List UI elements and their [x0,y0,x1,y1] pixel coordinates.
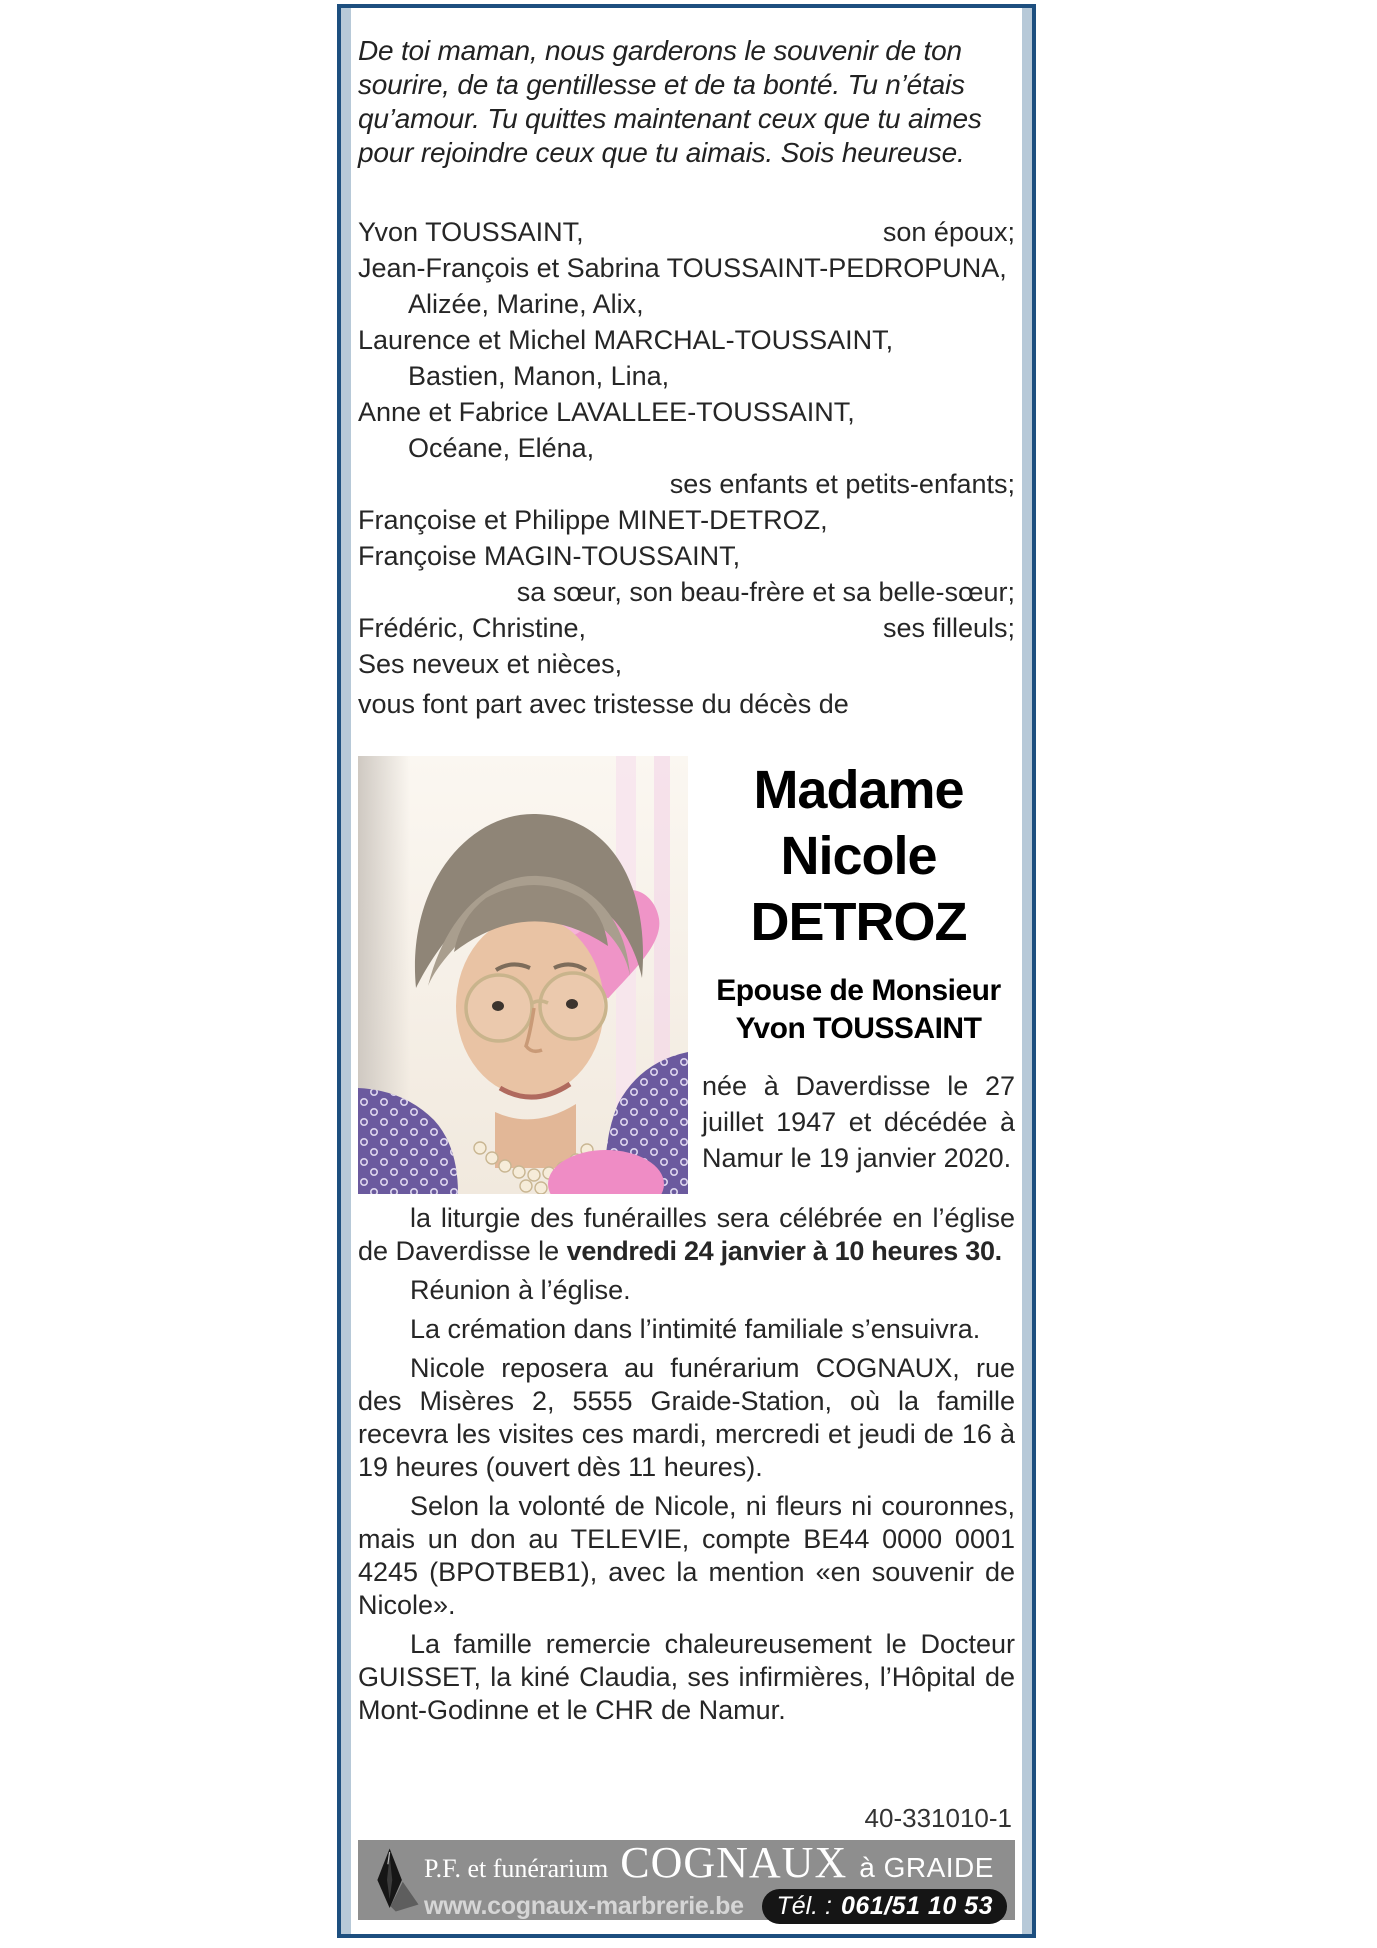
family-line: Jean-François et Sabrina TOUSSAINT-PEDROPUNA, [358,253,1007,283]
banner-brand: COGNAUX [620,1837,848,1887]
frame-inner-stripe-left [341,8,351,1934]
funeral-home-logo-icon [366,1844,422,1916]
banner-contact-row [424,1889,1007,1924]
family-line: Anne et Fabrice LAVALLEE-TOUSSAINT, [358,397,855,427]
deceased-photo-illustration [358,756,688,1194]
family-line: Ses neveux et nièces, [358,649,623,679]
repose-paragraph: Nicole reposera au funérarium COGNAUX, rue des Misères 2, 5555 Graide-Station, où la famille recevra les visites ces mardi, mercredi et jeudi de 16 à 19 heures (ouvert dès 11 heures). [358,1353,1015,1482]
relation-siblings: sa sœur, son beau-frère et sa belle-sœur; [516,577,1015,607]
relation-children: ses enfants et petits-enfants; [669,469,1015,499]
family-line: Françoise MAGIN-TOUSSAINT, [358,541,741,571]
banner-title-row [424,1837,1007,1888]
family-row-godchildren [358,610,1015,646]
deceased-title: Madame [753,760,964,820]
name-column [702,756,1015,1194]
obituary-notice-frame [337,4,1036,1938]
notice-reference-number: 40-331010-1 [864,1803,1012,1833]
spouse-of-line1: Epouse de Monsieur [716,974,1001,1007]
family-row-spouse [358,214,1015,250]
family-line: Françoise et Philippe MINET-DETROZ, [358,505,828,535]
announcement-line: vous font part avec tristesse du décès de [358,689,849,719]
spouse-of-line2: Yvon TOUSSAINT [735,1012,982,1045]
reunion-paragraph: Réunion à l’église. [410,1275,631,1305]
deceased-photo [358,756,688,1194]
family-list [358,214,1015,722]
photo-and-name-section [358,756,1015,1194]
banner-prefix: P.F. et funérarium [424,1853,609,1883]
phone-label: Tél. : [776,1891,833,1920]
spouse-relation: son époux; [882,217,1015,247]
banner-location: à GRAIDE [859,1851,994,1883]
family-line-children: Bastien, Manon, Lina, [408,361,670,391]
birth-death-dates: née à Daverdisse le 27 juillet 1947 et décédée à Namur le 19 janvier 2020. [702,1071,1015,1173]
banner-text [424,1837,1015,1924]
family-line-children: Alizée, Marine, Alix, [408,289,644,319]
liturgy-date-bold: vendredi 24 janvier à 10 heures 30. [566,1236,1002,1266]
liturgy-paragraph [358,1202,1015,1268]
family-line-children: Océane, Eléna, [408,433,595,463]
cremation-paragraph: La crémation dans l’intimité familiale s’ensuivra. [410,1314,981,1344]
godchildren-relation: ses filleuls; [882,613,1015,643]
spouse-name: Yvon TOUSSAINT, [358,217,584,247]
ceremony-paragraphs [358,1202,1015,1727]
family-line: Laurence et Michel MARCHAL-TOUSSAINT, [358,325,894,355]
funeral-home-banner [358,1837,1015,1920]
frame-inner-stripe-right [1022,8,1032,1934]
donation-paragraph: Selon la volonté de Nicole, ni fleurs ni couronnes, mais un don au TELEVIE, compte BE44 0000 0001 4245 (BPOTBEB1), avec la mention «en souvenir de Nicole». [358,1491,1015,1620]
deceased-first-name: Nicole [780,826,937,886]
banner-website: www.cognaux-marbrerie.be [424,1891,744,1920]
phone-number: 061/51 10 53 [841,1891,993,1920]
godchildren-names: Frédéric, Christine, [358,613,587,643]
phone-pill [762,1889,1007,1924]
obituary-content [351,8,1022,1934]
thanks-paragraph: La famille remercie chaleureusement le Docteur GUISSET, la kiné Claudia, ses infirmières, l’Hôpital de Mont-Godinne et le CHR de Namur. [358,1629,1015,1725]
deceased-last-name: DETROZ [750,892,967,952]
memorial-quote: De toi maman, nous garderons le souvenir de ton sourire, de ta gentillesse et de ta bonté. Tu n’étais qu’amour. Tu quittes maintenant ceux que tu aimes pour rejoindre ceux que tu aimais. Sois heureuse. [358,35,982,168]
liturgy-text: la liturgie des funérailles sera célébrée en l’église de Daverdisse le [358,1203,1015,1266]
